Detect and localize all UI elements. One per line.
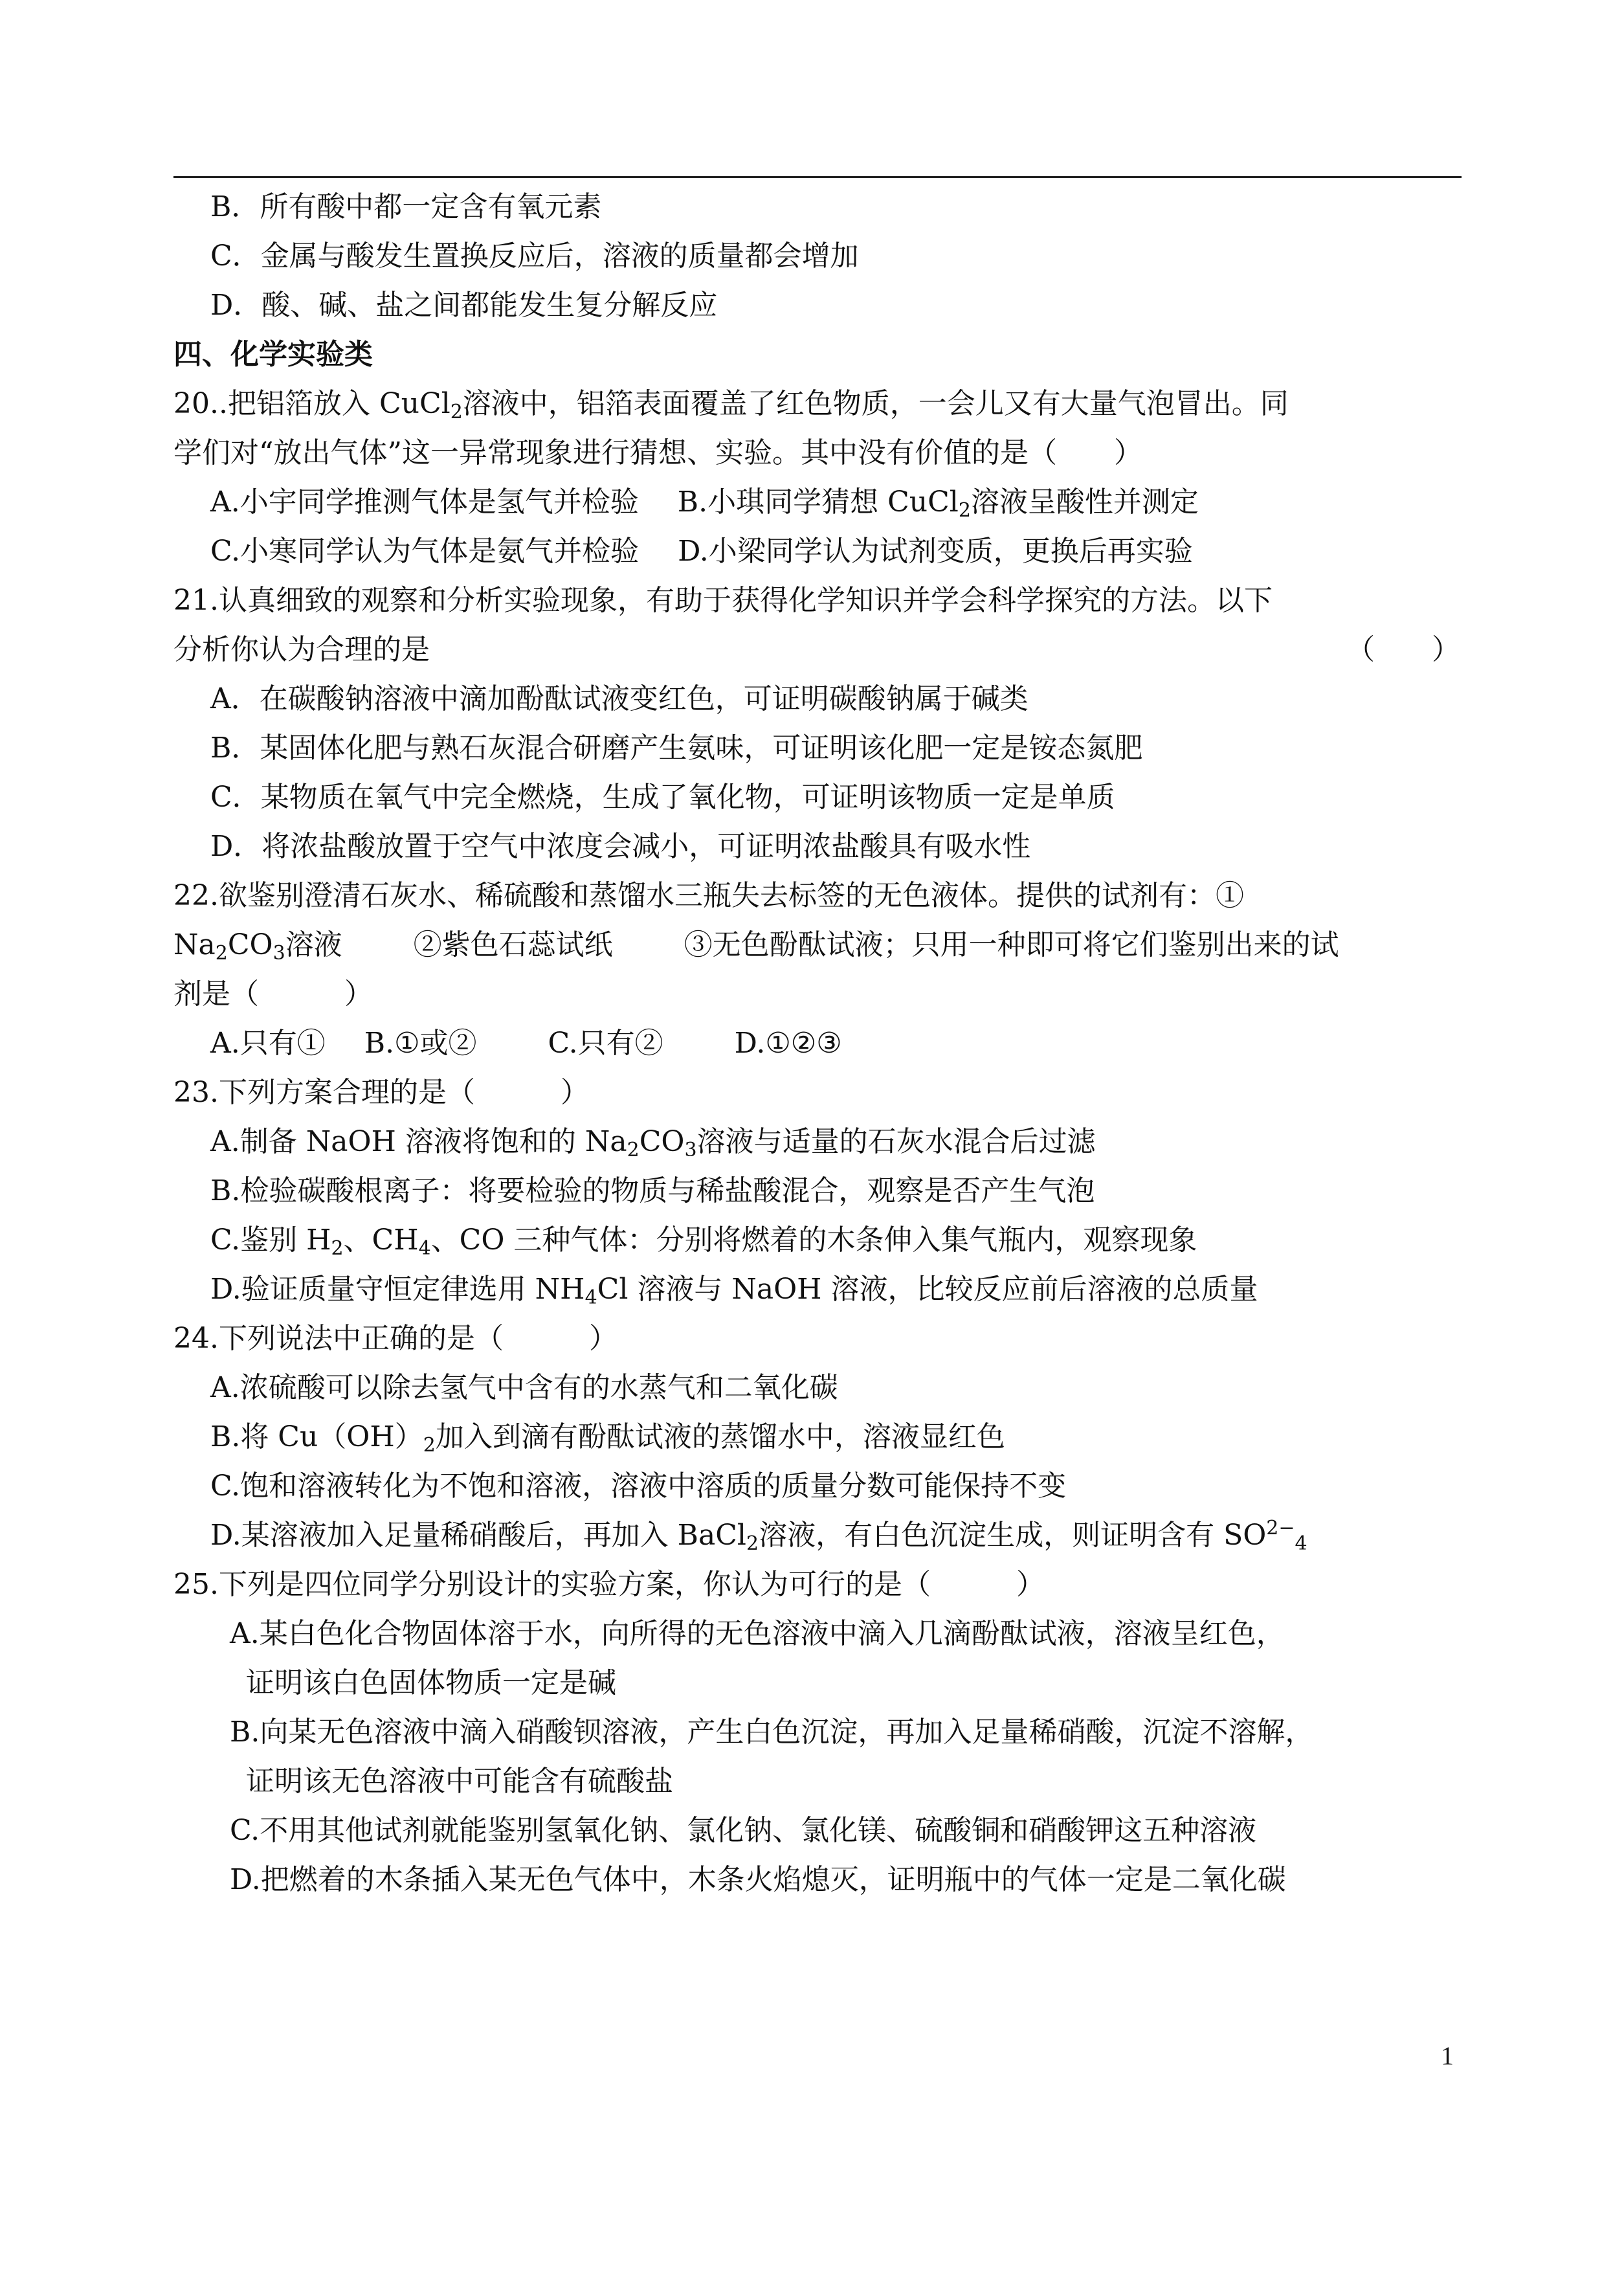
q21-option-a: A．在碳酸钠溶液中滴加酚酞试液变红色，可证明碳酸钠属于碱类 [210,682,1029,715]
q23-option-d: D.验证质量守恒定律选用 $NH_4Cl$ 溶液与 NaOH 溶液，比较反应前后溶液的总质量 [210,1273,1258,1309]
q25-option-b-line2: 证明该无色溶液中可能含有硫酸盐 [246,1765,673,1798]
q21-option-b: B．某固体化肥与熟石灰混合研磨产生氨味，可证明该化肥一定是铵态氮肥 [210,732,1143,765]
section-heading: 四、化学实验类 [173,338,373,371]
q21-stem-line2: 分析你认为合理的是 [173,633,430,666]
q25-option-a-line1: A.某白色化合物固体溶于水，向所得的无色溶液中滴入几滴酚酞试液，溶液呈红色， [230,1617,1285,1650]
q20-options-ab: A.小宇同学推测气体是氢气并检验 B.小琪同学猜想 CuCl$_2$溶液呈酸性并测定 [210,486,1199,522]
q21-stem-line1: 21.认真细致的观察和分析实验现象，有助于获得化学知识并学会科学探究的方法。以下 [173,584,1273,617]
q25-stem: 25.下列是四位同学分别设计的实验方案，你认为可行的是（ ） [173,1568,1045,1601]
q25-option-b-line1: B.向某无色溶液中滴入硝酸钡溶液，产生白色沉淀，再加入足量稀硝酸，沉淀不溶解， [230,1716,1314,1749]
q23-option-a: A.制备 NaOH 溶液将饱和的 $Na_2CO_3$溶液与适量的石灰水混合后过滤 [210,1125,1096,1161]
q23-option-c: C.鉴别 $H_2$、$CH_4$、CO 三种气体：分别将燃着的木条伸入集气瓶内，观察现象 [210,1224,1197,1260]
q24-option-a: A.浓硫酸可以除去氢气中含有的水蒸气和二氧化碳 [210,1371,838,1404]
q22-stem-line2: $Na_2CO_3$溶液 ②紫色石蕊试纸 ③无色酚酞试液；只用一种即可将它们鉴别出来的试 [173,928,1339,965]
page-number: 1 [1441,2041,1454,2070]
q23-stem: 23.下列方案合理的是（ ） [173,1076,589,1109]
q24-option-b: B.将 $Cu(OH)_2$加入到滴有酚酞试液的蒸馏水中，溶液显红色 [210,1420,1005,1457]
q19-option-c: C．金属与酸发生置换反应后，溶液的质量都会增加 [210,240,859,273]
q24-option-d: D.某溶液加入足量稀硝酸后，再加入 BaCl$_2$溶液，有白色沉淀生成，则证明含有 $SO^{2-}_4$ [210,1517,1307,1555]
q21-option-c: C．某物质在氧气中完全燃烧，生成了氧化物，可证明该物质一定是单质 [210,781,1115,814]
q21-option-d: D．将浓盐酸放置于空气中浓度会减小，可证明浓盐酸具有吸水性 [210,830,1031,863]
q25-option-d: D.把燃着的木条插入某无色气体中，木条火焰熄灭，证明瓶中的气体一定是二氧化碳 [230,1863,1286,1896]
q25-option-a-line2: 证明该白色固体物质一定是碱 [246,1666,616,1699]
q19-option-d: D．酸、碱、盐之间都能发生复分解反应 [210,289,718,322]
q22-options: A.只有① B.①或② C.只有② D.①②③ [210,1027,842,1060]
q20-options-cd: C.小寒同学认为气体是氨气并检验 D.小梁同学认为试剂变质，更换后再实验 [210,535,1193,568]
header-rule [173,176,1462,178]
q20-stem-line1: 20..把铝箔放入 CuCl$_2$溶液中，铝箔表面覆盖了红色物质，一会儿又有大量气泡冒出。同 [173,387,1289,423]
q23-option-b: B.检验碳酸根离子：将要检验的物质与稀盐酸混合，观察是否产生气泡 [210,1174,1095,1207]
q22-stem-line3: 剂是（ ） [173,978,373,1011]
q20-stem-line2: 学们对“放出气体”这一异常现象进行猜想、实验。其中没有价值的是（ ） [173,436,1142,469]
q24-option-c: C.饱和溶液转化为不饱和溶液，溶液中溶质的质量分数可能保持不变 [210,1470,1067,1503]
q25-option-c: C.不用其他试剂就能鉴别氢氧化钠、氯化钠、氯化镁、硫酸铜和硝酸钾这五种溶液 [230,1814,1257,1847]
q19-option-b: B．所有酸中都一定含有氧元素 [210,190,602,223]
q22-stem-line1: 22.欲鉴别澄清石灰水、稀硫酸和蒸馏水三瓶失去标签的无色液体。提供的试剂有：① [173,879,1244,912]
q24-stem: 24.下列说法中正确的是（ ） [173,1322,617,1355]
q21-answer-blank: （ ） [1346,633,1460,666]
